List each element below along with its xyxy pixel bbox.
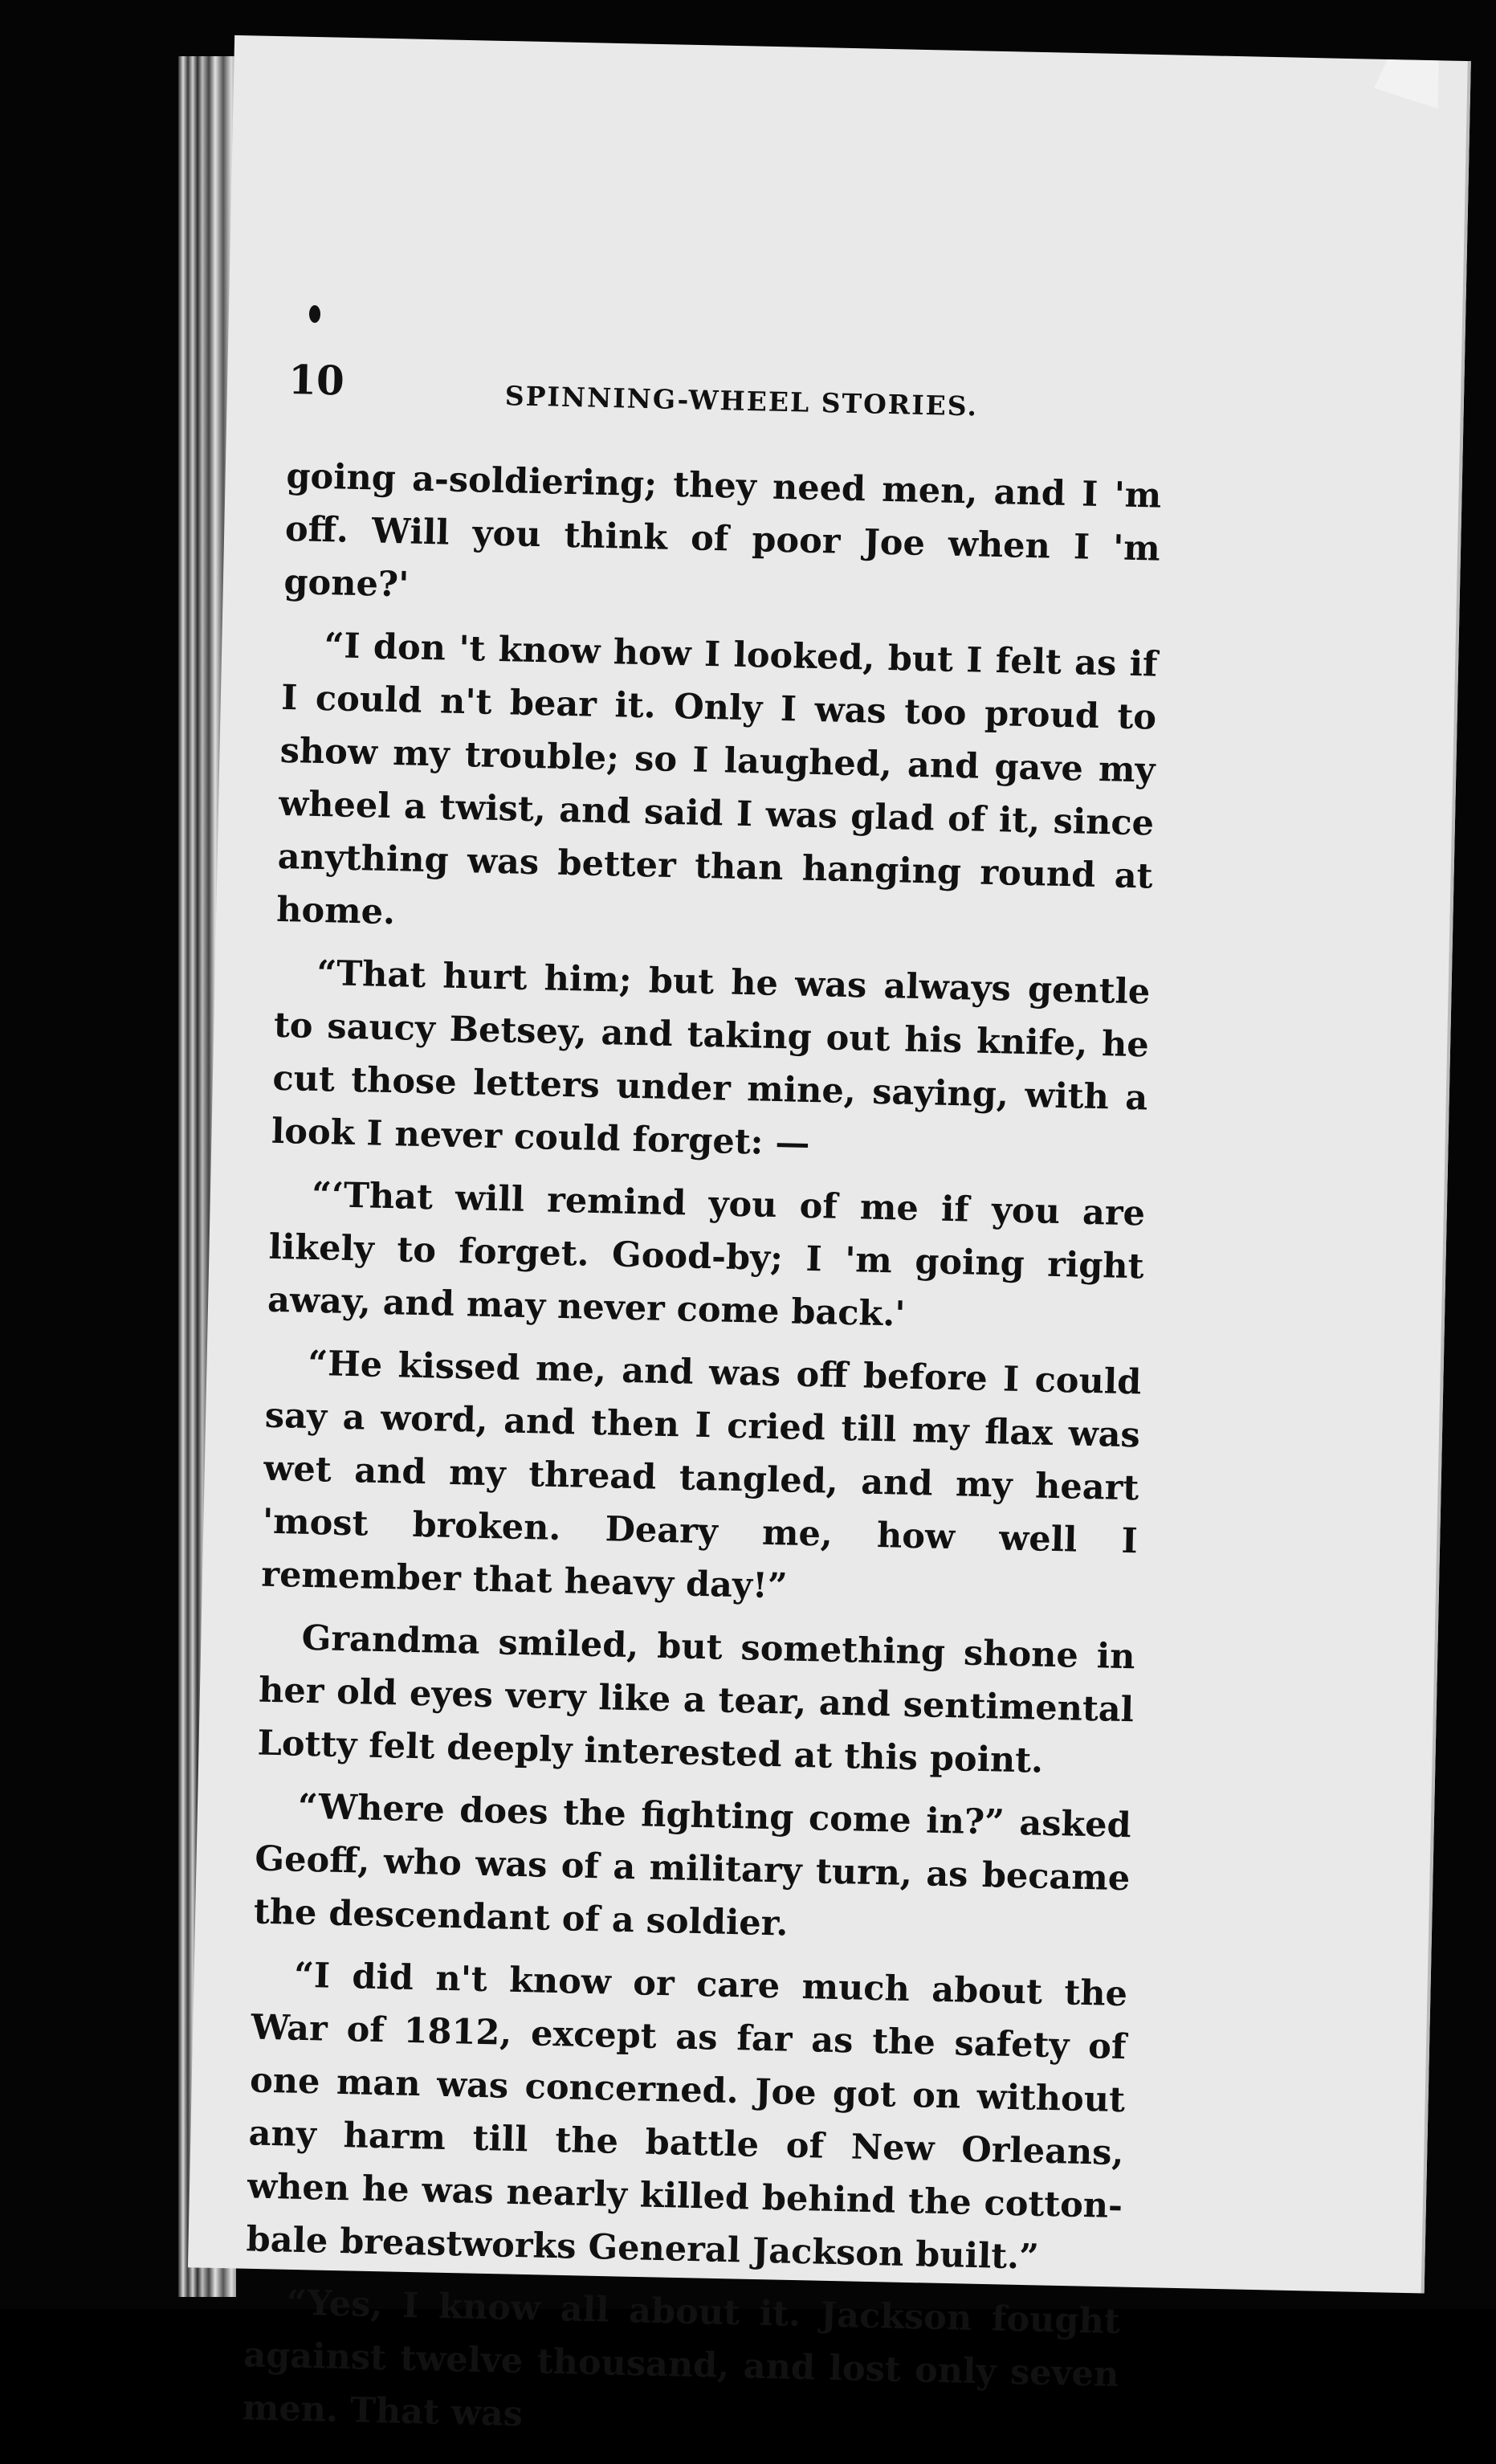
running-head bbox=[287, 353, 1164, 470]
paragraph: “He kissed me, and was off before I could say a word, and then I cried till my flax was wet and my thread tangled, and my heart 'most broken. Deary me, how well I remember that heavy day!” bbox=[260, 1343, 1142, 1607]
page-text bbox=[242, 353, 1164, 2464]
paragraph: “I did n't know or care much about the War of 1812, except as far as the safety of one man was concerned. Joe got on without any harm till the battle of New Orleans, when he was nearly killed behind the cotton-bale breastworks General Jackson built.” bbox=[246, 1955, 1128, 2278]
running-title: SPINNING-WHEEL STORIES. bbox=[504, 380, 979, 422]
page-number: 10 bbox=[287, 355, 345, 405]
ink-speck bbox=[309, 305, 320, 323]
paragraph: going a-soldiering; they need men, and I 'm off. Will you think of poor Joe when I 'm gone?' bbox=[283, 455, 1162, 606]
page-corner-highlight bbox=[1374, 59, 1439, 109]
paragraph: “I don 't know how I looked, but I felt as if I could n't bear it. Only I was too proud to show my trouble; so I laughed, and gave my wheel a twist, and said I was glad of it, since anything was better than hanging round at home. bbox=[275, 626, 1159, 933]
paragraph: “That hurt him; but he was always gentle to saucy Betsey, and taking out his knife, he cut those letters under mine, saying, with a look I never could forget: — bbox=[271, 953, 1151, 1164]
paragraph: “Where does the fighting come in?” asked Geoff, who was of a military turn, as became the descendant of a soldier. bbox=[253, 1786, 1132, 1944]
paragraph: “‘That will remind you of me if you are likely to forget. Good-by; I 'm going right away, and may never come back.' bbox=[267, 1174, 1146, 1335]
paragraph: “Yes, I know all about it. Jackson fought against twelve thousand, and lost only seven men. That was bbox=[242, 2282, 1121, 2435]
paragraph: Grandma smiled, but something shone in her old eyes very like a tear, and sentimental Lotty felt deeply interested at this point. bbox=[257, 1618, 1136, 1781]
